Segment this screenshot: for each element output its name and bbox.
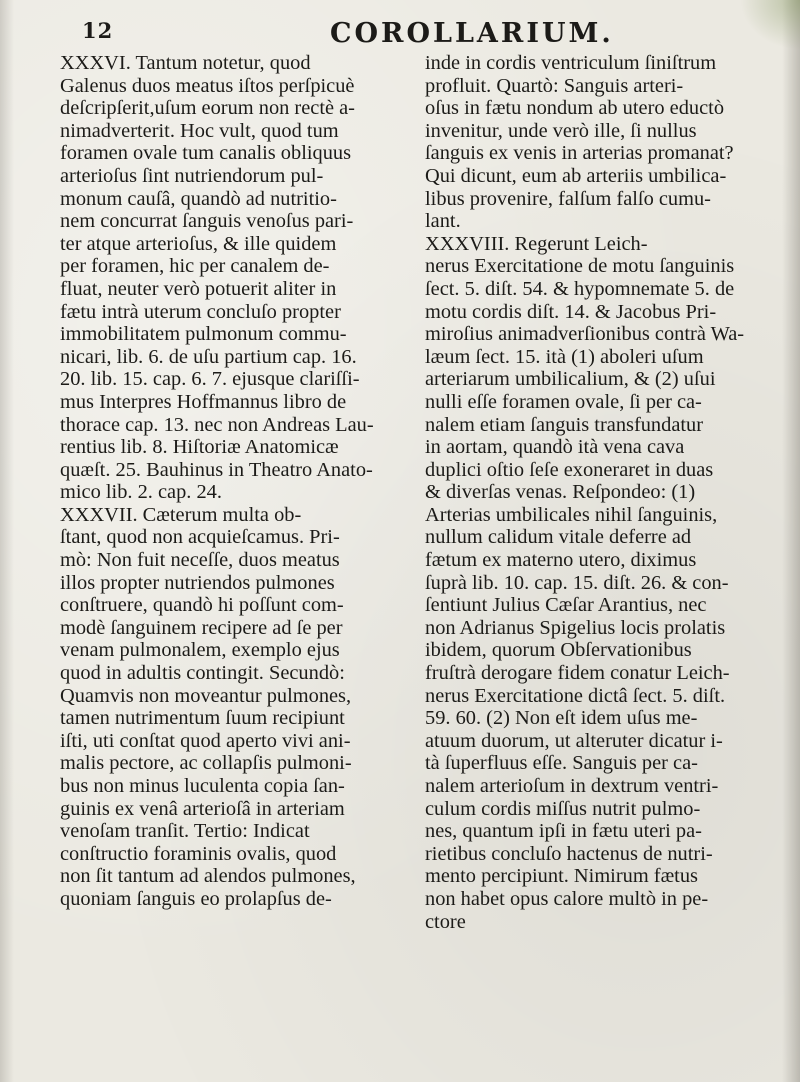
text-line: arteriarum umbilicalium, & (2) uſui [425,368,716,391]
text-line: tà ſuperfluus eſſe. Sanguis per ca- [425,752,698,775]
text-line: nerus Exercitatione de motu ſanguinis [425,255,735,278]
text-line: nulli eſſe foramen ovale, ſi per ca- [425,390,702,413]
text-line: ſanguis ex venis in arterias promanat? [425,142,734,165]
text-line: quod in adultis contingit. Secundò: [60,662,345,685]
text-line: tamen nutrimentum ſuum recipiunt [60,707,345,730]
page-header [40,18,760,54]
text-line: ctore [425,910,466,933]
text-line: rietibus concluſo hactenus de nutri- [425,842,713,865]
text-line: illos propter nutriendos pulmones [60,571,335,594]
text-line: modè ſanguinem recipere ad ſe per [60,616,343,639]
text-line: nem concurrat ſanguis venoſus pari- [60,210,354,233]
text-line: venam pulmonalem, exemplo ejus [60,639,340,662]
text-line: ter atque arterioſus, & ille quidem [60,232,337,255]
text-line: fluat, neuter verò potuerit aliter in [60,277,337,300]
text-line: mus Interpres Hoffmannus libro de [60,390,347,413]
text-line: ſuprà lib. 10. cap. 15. diſt. 26. & con- [425,571,729,594]
text-line: duplici oſtio ſeſe exoneraret in duas [425,458,714,481]
right-column [425,52,780,933]
text-line: oſus in fætu nondum ab utero eductò [425,97,725,120]
text-line: nullum calidum vitale deferre ad [425,526,692,549]
running-title: COROLLARIUM. [330,18,614,49]
text-line: per foramen, hic per canalem de- [60,255,330,278]
text-line: in aortam, quandò ità vena cava [425,436,685,459]
text-line: læum ſect. 15. ità (1) aboleri uſum [425,345,704,368]
text-line: conſtructio foraminis ovalis, quod [60,842,337,865]
text-line: nes, quantum ipſi in fætu uteri pa- [425,820,702,843]
text-line: libus provenire, falſum falſo cumu- [425,187,711,210]
text-line: mò: Non fuit neceſſe, duos meatus [60,549,340,572]
text-line: inde in cordis ventriculum ſiniſtrum [425,52,717,74]
text-line: venoſam tranſit. Tertio: Indicat [60,820,310,843]
text-line: fætum ex materno utero, diximus [425,549,697,572]
text-line: foramen ovale tum canalis obliquus [60,142,352,165]
text-line: & diverſas venas. Reſpondeo: (1) [425,481,696,504]
text-line: nalem arterioſum in dextrum ventri- [425,775,719,797]
text-line: XXXVII. Cæterum multa ob- [60,503,302,526]
text-line: non Adrianus Spigelius locis prolatis [425,616,726,639]
page-gutter-shadow [0,0,14,1082]
text-line: rentius lib. 8. Hiſtoriæ Anatomicæ [60,436,339,459]
text-line: XXXVIII. Regerunt Leich- [425,232,648,255]
left-column [60,52,410,911]
text-line: conſtruere, quandò hi poſſunt com- [60,594,344,617]
text-line: quoniam ſanguis eo prolapſus de- [60,887,332,910]
text-line: fætu intrà uterum concluſo propter [60,300,341,323]
text-line: bus non minus luculenta copia ſan- [60,775,345,797]
text-line: fruſtrà derogare fidem conatur Leich- [425,662,730,685]
page-edge-shadow [782,0,800,1082]
text-line: Qui dicunt, eum ab arteriis umbilica- [425,164,727,187]
text-line: profluit. Quartò: Sanguis arteri- [425,74,684,97]
text-line: immobilitatem pulmonum commu- [60,323,347,346]
text-line: nicari, lib. 6. de uſu partium cap. 16. [60,345,357,368]
text-line: Galenus duos meatus iſtos perſpicuè [60,74,355,97]
text-line: thorace cap. 13. nec non Andreas Lau- [60,413,374,436]
text-line: ſtant, quod non acquieſcamus. Pri- [60,526,340,549]
text-line: deſcripſerit,uſum eorum non rectè a- [60,97,355,120]
text-line: non habet opus calore multò in pe- [425,887,709,910]
text-line: iſti, uti conſtat quod aperto vivi ani- [60,729,351,752]
text-line: nalem etiam ſanguis transfundatur [425,413,704,436]
text-line: quæſt. 25. Bauhinus in Theatro Anato- [60,458,373,481]
text-line: 20. lib. 15. cap. 6. 7. ejusque clariſſi- [60,368,360,391]
text-line: culum cordis miſſus nutrit pulmo- [425,797,701,820]
text-line: arterioſus ſint nutriendorum pul- [60,164,324,187]
text-line: ibidem, quorum Obſervationibus [425,639,692,662]
text-line: invenitur, unde verò ille, ſi nullus [425,119,697,142]
text-line: Arterias umbilicales nihil ſanguinis, [425,503,718,526]
text-line: monum cauſâ, quandò ad nutritio- [60,187,337,210]
text-line: miroſius animadverſionibus contrà Wa- [425,323,745,346]
text-line: ſentiunt Julius Cæſar Arantius, nec [425,594,707,617]
text-line: XXXVI. Tantum notetur, quod [60,52,311,74]
text-line: ſect. 5. diſt. 54. & hypomnemate 5. de [425,277,735,300]
text-line: mico lib. 2. cap. 24. [60,481,222,504]
text-line: Quamvis non moveantur pulmones, [60,684,352,707]
text-line: motu cordis diſt. 14. & Jacobus Pri- [425,300,717,323]
text-line: atuum duorum, ut alteruter dicatur i- [425,729,723,752]
text-line: guinis ex venâ arterioſâ in arteriam [60,797,345,820]
text-line: nimadverterit. Hoc vult, quod tum [60,119,339,142]
text-line: mento percipiunt. Nimirum fætus [425,865,698,888]
text-line: lant. [425,210,461,233]
text-line: non ſit tantum ad alendos pulmones, [60,865,356,888]
text-line: malis pectore, ac collapſis pulmoni- [60,752,352,775]
text-line: nerus Exercitatione dictâ ſect. 5. diſt. [425,684,726,707]
page-number: 12 [82,18,114,43]
text-line: 59. 60. (2) Non eſt idem uſus me- [425,707,698,730]
